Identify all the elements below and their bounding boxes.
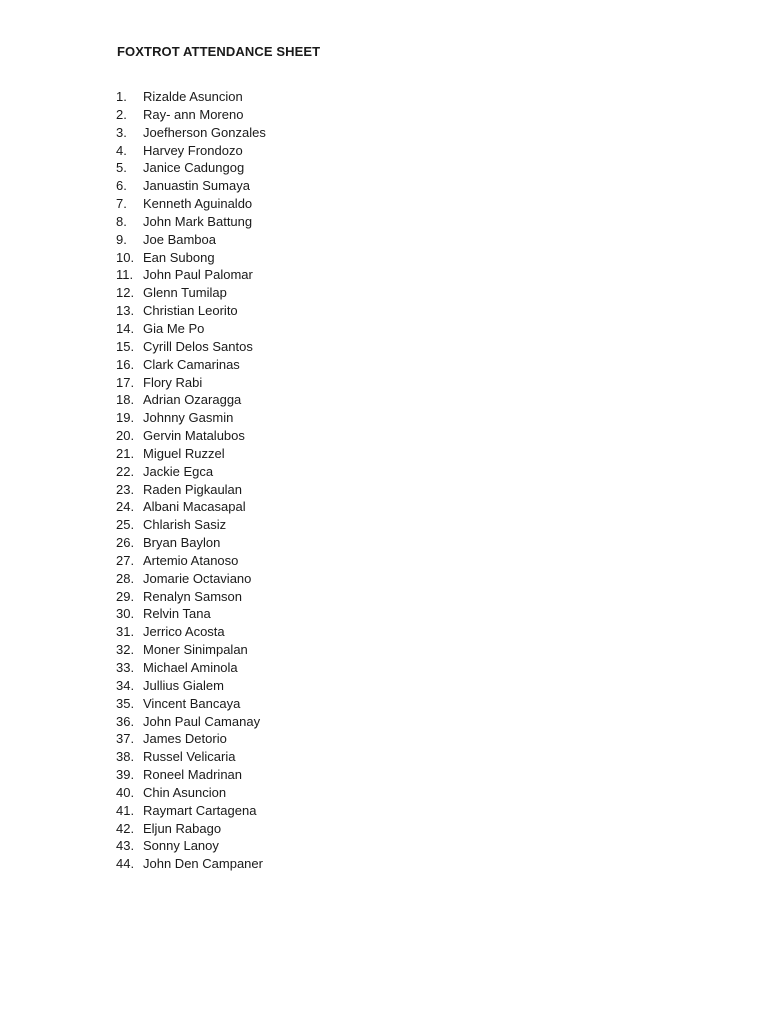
entry-name: Harvey Frondozo (143, 142, 243, 158)
entry-number: 15. (116, 338, 135, 354)
list-item (116, 124, 266, 142)
entry-number: 42. (116, 820, 135, 836)
entry-number: 10. (116, 249, 135, 265)
entry-name: Kenneth Aguinaldo (143, 196, 253, 212)
entry-name: Renalyn Samson (143, 588, 242, 604)
entry-number: 32. (116, 642, 135, 658)
entry-name: Relvin Tana (143, 606, 211, 622)
entry-name: Russel Velicaria (143, 749, 236, 765)
list-item (116, 463, 266, 481)
list-item (116, 552, 266, 570)
list-item (116, 516, 266, 534)
list-item (116, 730, 266, 748)
list-item (116, 427, 266, 445)
entry-number: 21. (116, 445, 135, 461)
list-item (116, 766, 266, 784)
entry-number: 11. (116, 267, 134, 283)
entry-number: 22. (116, 463, 135, 479)
entry-name: Roneel Madrinan (143, 767, 243, 783)
list-item (116, 106, 266, 124)
entry-number: 17. (116, 374, 135, 390)
list-item (116, 231, 266, 249)
entry-number: 12. (116, 285, 135, 301)
list-item (116, 498, 266, 516)
list-item (116, 374, 266, 392)
entry-number: 6. (116, 178, 127, 194)
list-item (116, 748, 266, 766)
entry-name: Sonny Lanoy (143, 838, 219, 854)
list-item (116, 570, 266, 588)
entry-number: 13. (116, 303, 135, 319)
entry-name: Rizalde Asuncion (143, 89, 243, 104)
entry-name: Albani Macasapal (143, 499, 246, 515)
list-item (116, 142, 266, 160)
entry-name: Bryan Baylon (143, 535, 221, 551)
entry-name: Vincent Bancaya (143, 695, 241, 711)
list-item (116, 481, 266, 499)
entry-number: 31. (116, 624, 135, 640)
entry-number: 37. (116, 731, 135, 747)
entry-name: Miguel Ruzzel (143, 445, 225, 461)
entry-name: Ean Subong (143, 249, 215, 265)
list-item (116, 802, 266, 820)
entry-name: Adrian Ozaragga (143, 392, 242, 408)
list-item (116, 641, 266, 659)
entry-number: 16. (116, 356, 135, 372)
entry-name: Raden Pigkaulan (143, 481, 243, 497)
entry-number: 24. (116, 499, 135, 515)
list-item (116, 659, 266, 677)
entry-number: 26. (116, 535, 135, 551)
entry-number: 20. (116, 428, 135, 444)
list-item (116, 356, 266, 374)
entry-number: 28. (116, 570, 135, 586)
list-item (116, 409, 266, 427)
entry-name: Jullius Gialem (143, 677, 224, 693)
list-item (116, 302, 266, 320)
list-item (116, 784, 266, 802)
entry-number: 1. (116, 89, 127, 104)
list-item (116, 623, 266, 641)
list-item (116, 855, 266, 873)
entry-number: 25. (116, 517, 135, 533)
entry-name: Artemio Atanoso (143, 552, 239, 568)
entry-name: James Detorio (143, 731, 227, 747)
entry-number: 5. (116, 160, 127, 176)
entry-name: Gervin Matalubos (143, 428, 245, 444)
entry-number: 18. (116, 392, 135, 408)
list-item (116, 445, 266, 463)
entry-name: Joefherson Gonzales (143, 124, 266, 140)
list-item (116, 88, 266, 106)
entry-name: Glenn Tumilap (143, 285, 227, 301)
entry-name: John Paul Camanay (143, 713, 261, 729)
entry-number: 14. (116, 320, 135, 336)
entry-number: 19. (116, 410, 135, 426)
list-item (116, 695, 266, 713)
entry-number: 41. (116, 802, 135, 818)
list-item (116, 266, 266, 284)
entry-name: Michael Aminola (143, 660, 238, 675)
list-item (116, 605, 266, 623)
entry-number: 27. (116, 552, 135, 568)
entry-name: Eljun Rabago (143, 820, 222, 836)
list-item (116, 837, 266, 855)
entry-name: Johnny Gasmin (143, 410, 234, 426)
entry-name: Ray- ann Moreno (143, 106, 244, 122)
list-item (116, 534, 266, 552)
entry-name: Cyrill Delos Santos (143, 338, 253, 354)
entry-name: Janice Cadungog (143, 160, 245, 176)
list-item (116, 320, 266, 338)
entry-name: Jackie Egca (143, 463, 214, 479)
entry-name: John Mark Battung (143, 213, 253, 229)
list-item (116, 677, 266, 695)
list-item (116, 249, 266, 267)
list-item (116, 213, 266, 231)
entry-name: Flory Rabi (143, 374, 203, 390)
list-item (116, 391, 266, 409)
list-item (116, 159, 266, 177)
list-item (116, 177, 266, 195)
entry-name: Gia Me Po (143, 320, 205, 336)
entry-name: Raymart Cartagena (143, 802, 257, 818)
entry-name: Januastin Sumaya (143, 178, 250, 194)
entry-number: 30. (116, 606, 135, 622)
entry-name: Chlarish Sasiz (143, 517, 227, 533)
entry-number: 9. (116, 231, 127, 247)
attendance-list (116, 88, 266, 873)
entry-number: 3. (116, 124, 127, 140)
entry-number: 8. (116, 213, 127, 229)
list-item (116, 588, 266, 606)
entry-number: 39. (116, 767, 135, 783)
entry-number: 36. (116, 713, 135, 729)
entry-number: 35. (116, 695, 135, 711)
entry-name: John Paul Palomar (143, 267, 253, 283)
entry-name: John Den Campaner (143, 856, 263, 872)
list-item (116, 338, 266, 356)
entry-name: Jerrico Acosta (143, 624, 225, 640)
entry-number: 2. (116, 106, 127, 122)
entry-number: 43. (116, 838, 135, 854)
page-title: FOXTROT ATTENDANCE SHEET (117, 44, 321, 59)
list-item (116, 713, 266, 731)
entry-name: Christian Leorito (143, 303, 238, 319)
entry-name: Joe Bamboa (143, 231, 216, 247)
entry-number: 23. (116, 481, 135, 497)
entry-number: 4. (116, 142, 127, 158)
entry-number: 44. (116, 856, 135, 872)
list-item (116, 820, 266, 838)
entry-name: Jomarie Octaviano (143, 570, 252, 586)
entry-number: 38. (116, 749, 135, 765)
entry-number: 34. (116, 677, 135, 693)
entry-number: 40. (116, 784, 135, 800)
list-item (116, 284, 266, 302)
list-item (116, 195, 266, 213)
entry-name: Moner Sinimpalan (143, 642, 248, 658)
entry-number: 33. (116, 660, 135, 675)
entry-number: 29. (116, 588, 135, 604)
entry-name: Clark Camarinas (143, 356, 240, 372)
entry-number: 7. (116, 196, 127, 212)
entry-name: Chin Asuncion (143, 784, 227, 800)
